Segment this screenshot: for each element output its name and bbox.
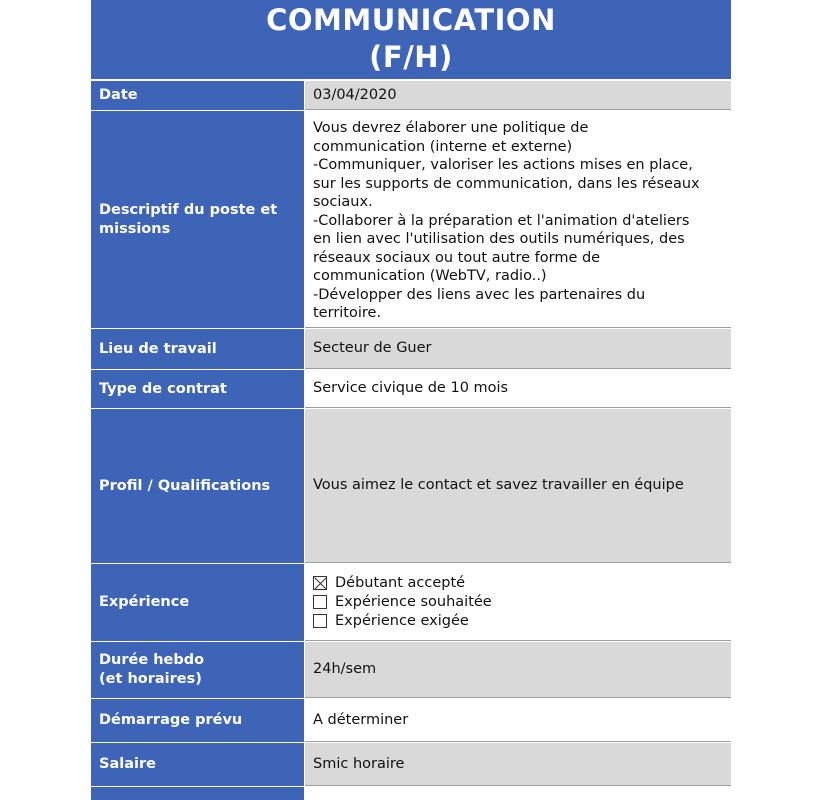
job-offer-sheet	[91, 0, 731, 800]
job-gender-tag: (F/H)	[369, 40, 453, 74]
description-value: Vous devrez élaborer une politique de communication (interne et externe) -Communiquer, valoriser les actions mises en place, sur les supports de communication, dans les réseaux sociaux. -Collaborer à la préparation et l'animation d'ateliers en lien avec l'utilisation des outils numériques, des réseaux sociaux ou tout autre forme de communication (WebTV, radio..) -Développer des liens avec les partenaires du territoire.	[305, 111, 731, 328]
profile-label: Profil / Qualifications	[91, 409, 305, 563]
hours-value: 24h/sem	[305, 642, 731, 698]
checkbox-empty-icon[interactable]	[313, 614, 327, 628]
row-hours	[91, 642, 731, 699]
location-value: Secteur de Guer	[305, 329, 731, 369]
description-label: Descriptif du poste et missions	[91, 111, 305, 328]
row-next-partial	[91, 787, 731, 800]
row-profile	[91, 409, 731, 564]
checkbox-checked-icon[interactable]	[313, 576, 327, 590]
next-row-value	[305, 787, 731, 800]
experience-option-label: Débutant accepté	[335, 574, 466, 591]
contract-value: Service civique de 10 mois	[305, 370, 731, 408]
row-start	[91, 699, 731, 743]
date-label: Date	[91, 81, 305, 110]
row-salary	[91, 743, 731, 787]
salary-label: Salaire	[91, 743, 305, 786]
contract-label: Type de contrat	[91, 370, 305, 408]
experience-option-beginner[interactable]	[313, 574, 492, 593]
experience-options	[305, 564, 731, 641]
checkbox-empty-icon[interactable]	[313, 595, 327, 609]
salary-value: Smic horaire	[305, 743, 731, 786]
location-label: Lieu de travail	[91, 329, 305, 369]
date-value: 03/04/2020	[305, 81, 731, 110]
job-title-header	[91, 0, 731, 81]
row-experience	[91, 564, 731, 642]
experience-option-label: Expérience souhaitée	[335, 593, 492, 610]
hours-label	[91, 642, 305, 698]
experience-option-required[interactable]	[313, 612, 492, 631]
hours-label-line2: (et horaires)	[99, 671, 202, 687]
next-row-label	[91, 787, 305, 800]
experience-option-desired[interactable]	[313, 593, 492, 612]
row-location	[91, 329, 731, 370]
job-title: COMMUNICATION	[266, 3, 556, 37]
experience-label: Expérience	[91, 564, 305, 641]
experience-option-label: Expérience exigée	[335, 612, 469, 629]
hours-label-line1: Durée hebdo	[99, 652, 205, 668]
profile-value: Vous aimez le contact et savez travailler en équipe	[305, 409, 731, 563]
row-contract	[91, 370, 731, 409]
row-description	[91, 111, 731, 329]
start-value: A déterminer	[305, 699, 731, 742]
start-label: Démarrage prévu	[91, 699, 305, 742]
row-date	[91, 81, 731, 111]
